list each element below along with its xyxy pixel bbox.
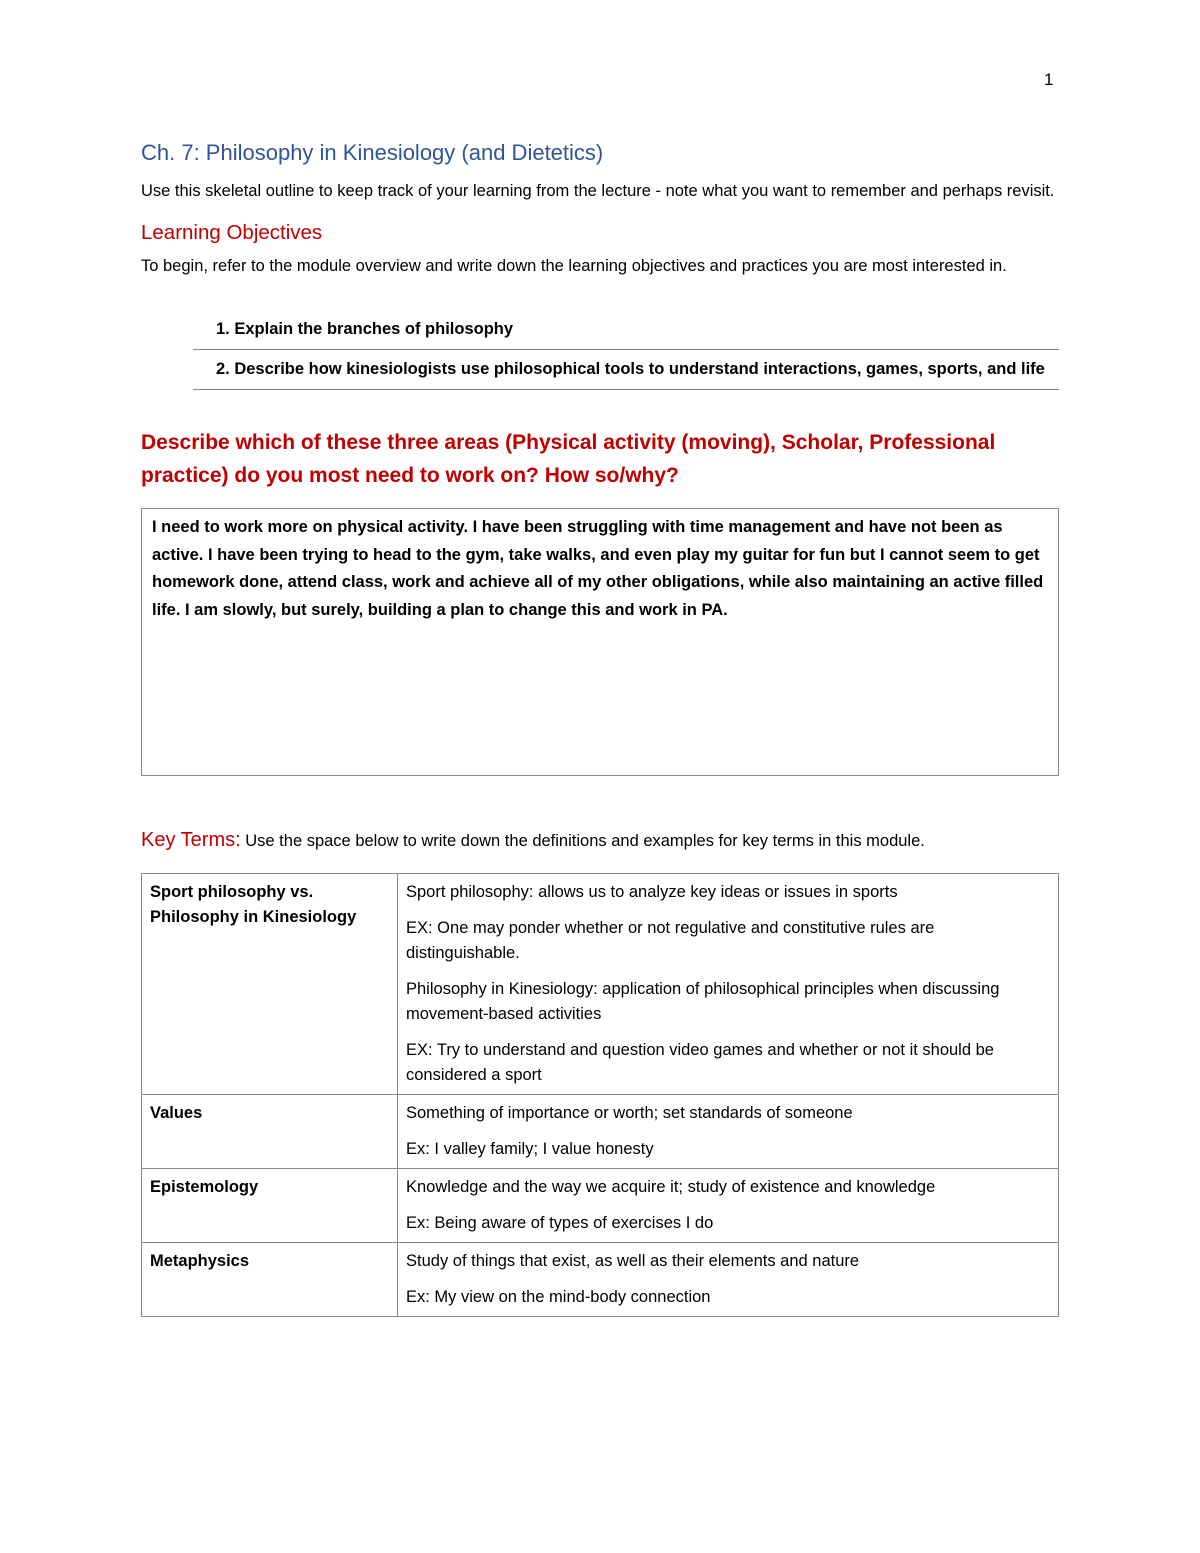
page-number: 1 — [1044, 70, 1054, 89]
key-terms-table — [141, 873, 1059, 1317]
reflection-answer-box[interactable]: I need to work more on physical activity. I have been struggling with time management and have not been as active. I have been trying to head to the gym, take walks, and even play my guitar for fun but I cannot seem to get homework done, attend class, work and achieve all of my other obligations, while also maintaining an active filled life. I am slowly, but surely, building a plan to change this and work in PA. — [141, 508, 1059, 776]
term-cell[interactable] — [142, 874, 398, 1095]
table-row — [142, 1095, 1059, 1169]
key-terms-instructions: Use the space below to write down the definitions and examples for key terms in this module. — [240, 832, 925, 850]
definition-text: Ex: I valley family; I value honesty — [406, 1140, 654, 1158]
term-cell[interactable]: Metaphysics — [142, 1243, 398, 1317]
document-body — [141, 138, 1059, 1317]
definition-cell[interactable] — [398, 1169, 1059, 1243]
definition-text: Ex: My view on the mind-body connection — [406, 1288, 711, 1306]
intro-text: Use this skeletal outline to keep track of your learning from the lecture - note what you want to remember and perhaps revisit. — [141, 182, 1055, 200]
definition-text: Knowledge and the way we acquire it; study of existence and knowledge — [406, 1178, 936, 1196]
document-title: Ch. 7: Philosophy in Kinesiology (and Dietetics) — [141, 140, 604, 165]
term-text: Sport philosophy vs. — [150, 883, 314, 901]
term-cell[interactable]: Values — [142, 1095, 398, 1169]
definition-cell[interactable] — [398, 1243, 1059, 1317]
table-row — [142, 874, 1059, 1095]
reflection-question: Describe which of these three areas (Physical activity (moving), Scholar, Professional practice) do you most need to work on? How so/why? — [141, 431, 996, 487]
term-text: Philosophy in Kinesiology — [150, 908, 357, 926]
definition-cell[interactable] — [398, 1095, 1059, 1169]
term-cell[interactable]: Epistemology — [142, 1169, 398, 1243]
learning-objectives-heading: Learning Objectives — [141, 221, 323, 244]
definition-text: Ex: Being aware of types of exercises I do — [406, 1214, 714, 1232]
objectives-list — [193, 310, 1059, 390]
definition-text: Something of importance or worth; set standards of someone — [406, 1104, 853, 1122]
definition-cell[interactable] — [398, 874, 1059, 1095]
objective-item[interactable]: 2. Describe how kinesiologists use philosophical tools to understand interactions, games, sports, and life — [193, 350, 1059, 390]
definition-text: EX: Try to understand and question video games and whether or not it should be considered a sport — [406, 1041, 994, 1084]
definition-text: Study of things that exist, as well as their elements and nature — [406, 1252, 860, 1270]
definition-text: Philosophy in Kinesiology: application of philosophical principles when discussing movement-based activities — [406, 980, 1000, 1023]
key-terms-label: Key Terms: — [141, 829, 241, 851]
table-row — [142, 1169, 1059, 1243]
key-terms-intro — [141, 826, 1059, 855]
definition-text: Sport philosophy: allows us to analyze key ideas or issues in sports — [406, 883, 898, 901]
learning-objectives-instructions: To begin, refer to the module overview and write down the learning objectives and practices you are most interested in. — [141, 257, 1007, 275]
definition-text: EX: One may ponder whether or not regulative and constitutive rules are distinguishable. — [406, 919, 935, 962]
table-row — [142, 1243, 1059, 1317]
objective-item[interactable]: 1. Explain the branches of philosophy — [193, 310, 1059, 350]
